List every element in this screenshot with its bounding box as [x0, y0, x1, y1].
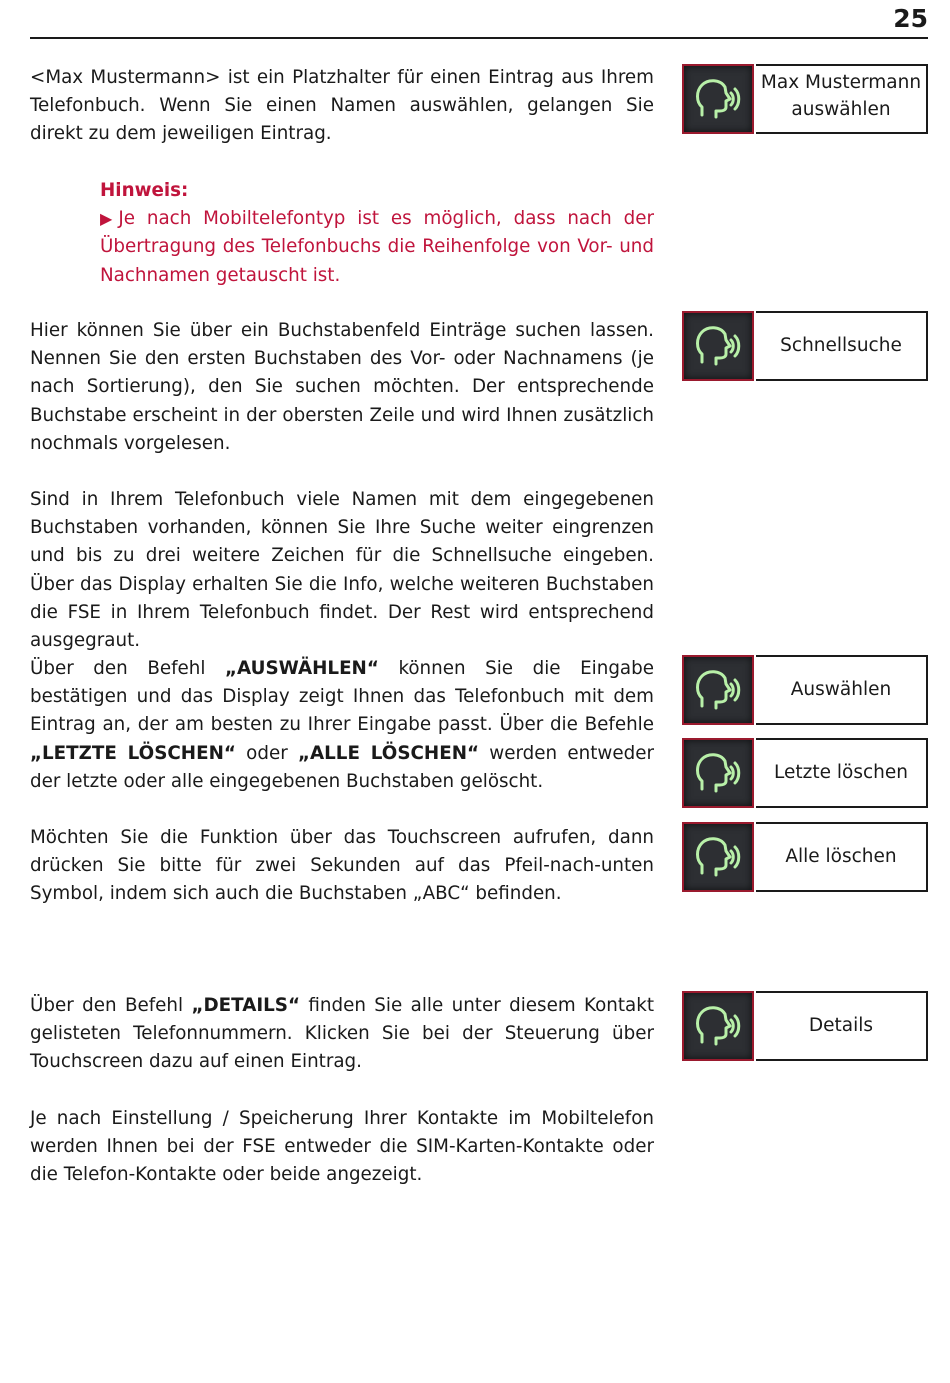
voice-command-label: Schnellsuche [756, 311, 928, 381]
text-segment: oder [235, 742, 298, 764]
paragraph-narrow-search: Sind in Ihrem Telefonbuch viele Namen mit dem eingegebenen Buchstaben vorhanden, können Sie Ihre Suche weiter eingrenzen und bis zu drei weitere Zeichen für die Schnellsuche eingeben. Über das Display erhalten Sie die Info, welche weiteren Buchstaben die FSE in Ihrem Telefonbuch findet. Der Rest wird entsprechend ausgegraut. [30, 489, 654, 652]
voice-command-delete-last [682, 738, 928, 808]
voice-command-delete-all [682, 822, 928, 892]
note-box [100, 177, 654, 290]
text-segment: Über den Befehl [30, 658, 226, 679]
speaking-head-icon [682, 991, 754, 1061]
voice-command-select [682, 655, 928, 725]
command-delete-all: „ALLE LÖSCHEN“ [298, 742, 480, 764]
command-details: „DETAILS“ [191, 995, 300, 1016]
paragraph-touchscreen: Möchten Sie die Funktion über das Touchscreen aufrufen, dann drücken Sie bitte für zwei Sekunden auf das Pfeil-nach-unten Symbol, indem sich auch die Buchstaben „ABC“ befinden. [30, 827, 654, 905]
note-body [100, 205, 654, 290]
voice-command-details [682, 991, 928, 1061]
text-segment: Über den Befehl [30, 995, 192, 1016]
speaking-head-icon [682, 822, 754, 892]
voice-command-max-mustermann [682, 64, 928, 134]
voice-command-label: Max Mustermann auswählen [756, 64, 928, 134]
voice-command-label: Letzte löschen [756, 738, 928, 808]
voice-command-label: Auswählen [756, 655, 928, 725]
note-text: Je nach Mobiltelefontyp ist es möglich, dass nach der Übertragung des Telefonbuchs die Reihenfolge von Vor- und Nachnamen getauscht ist. [100, 208, 654, 286]
paragraph-details [30, 992, 654, 1077]
command-delete-last: „LETZTE LÖSCHEN“ [30, 742, 236, 764]
note-title: Hinweis: [100, 180, 189, 201]
speaking-head-icon [682, 655, 754, 725]
speaking-head-icon [682, 64, 754, 134]
paragraph-placeholder: <Max Mustermann> ist ein Platzhalter für einen Eintrag aus Ihrem Telefonbuch. Wenn Sie einen Namen auswählen, gelangen Sie direkt zu dem jeweiligen Eintrag. [30, 67, 654, 145]
voice-command-label: Alle löschen [756, 822, 928, 892]
command-select: „AUSWÄHLEN“ [225, 658, 379, 679]
header-rule [30, 37, 928, 39]
paragraph-commands [30, 655, 654, 796]
text-segment: finden Sie alle unter diesem Kontakt gelisteten Telefonnummern. Klicken Sie bei der Steuerung über Touchscreen dazu auf einen Eintrag. [30, 995, 654, 1073]
text-segment: können Sie die Eingabe bestätigen und das Display zeigt Ihnen das Telefonbuch mit dem Eintrag an, der am besten zu Ihrer Eingabe passt. Über die Befehle [30, 658, 654, 736]
paragraph-contacts: Je nach Einstellung / Speicherung Ihrer Kontakte im Mobiltelefon werden Ihnen bei der FSE entweder die SIM-Karten-Kontakte oder die Telefon-Kontakte oder beide angezeigt. [30, 1108, 654, 1186]
triangle-bullet-icon: ▶ [100, 209, 119, 229]
speaking-head-icon [682, 738, 754, 808]
text-segment: werden entweder der letzte oder alle eingegebenen Buchstaben gelöscht. [30, 742, 654, 792]
speaking-head-icon [682, 311, 754, 381]
voice-command-label: Details [756, 991, 928, 1061]
page-number: 25 [893, 4, 928, 33]
voice-command-quick-search [682, 311, 928, 381]
paragraph-quick-search: Hier können Sie über ein Buchstabenfeld Einträge suchen lassen. Nennen Sie den ersten Buchstaben des Vor- oder Nachnamens (je nach Sortierung), den Sie suchen möchten. Der entsprechende Buchstabe erscheint in der obersten Zeile und wird Ihnen zusätzlich nochmals vorgelesen. [30, 320, 654, 454]
